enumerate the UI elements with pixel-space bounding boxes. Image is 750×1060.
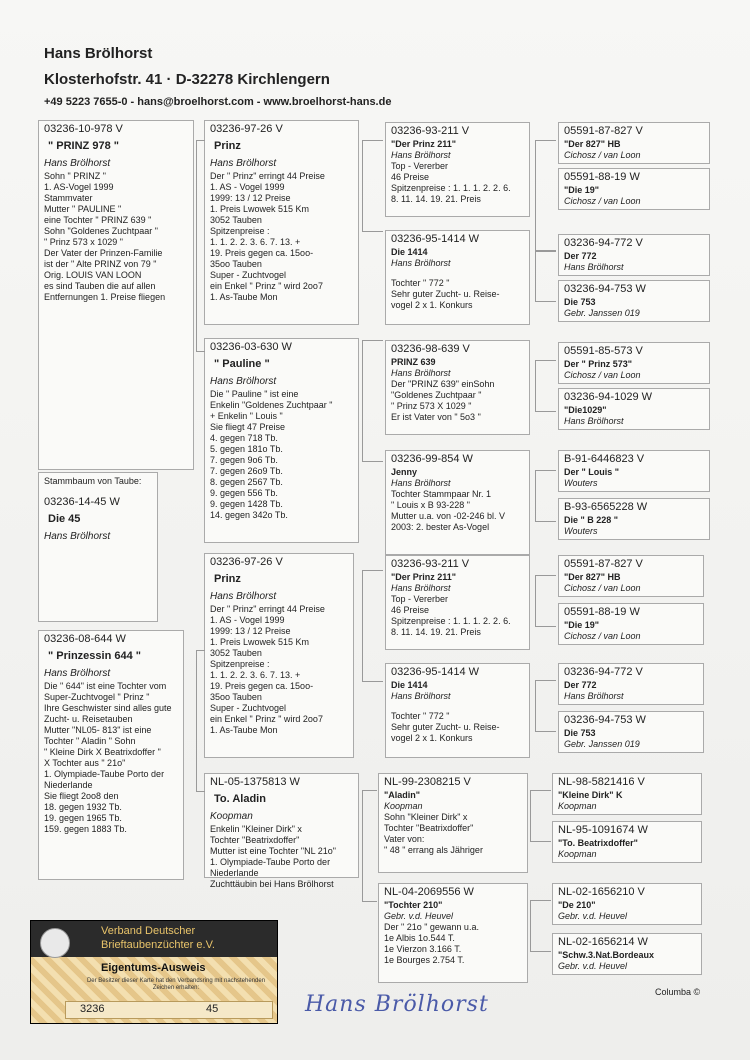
tree-connector	[362, 140, 383, 232]
pigeon-box	[558, 342, 710, 384]
owner-name: Koopman	[210, 811, 253, 822]
ring-number: 05591-87-827 V	[564, 125, 643, 137]
owner-name: Hans Brölhorst	[564, 691, 624, 701]
ring-number: 03236-94-753 W	[564, 283, 646, 295]
info-line: 5. gegen 181o Tb.	[210, 444, 283, 454]
pigeon-box	[385, 555, 530, 650]
info-line: Top - Vererber	[391, 594, 449, 604]
info-line: X Tochter aus " 21o"	[44, 758, 126, 768]
info-line: Sie fliegt 2oo8 den	[44, 791, 119, 801]
tree-connector	[362, 790, 377, 902]
info-line: Tochter " Aladin " Sohn	[44, 736, 136, 746]
info-line: Ihre Geschwister sind alles gute	[44, 703, 172, 713]
pigeon-box	[552, 773, 702, 815]
info-line: Niederlande	[44, 780, 93, 790]
pigeon-box	[558, 122, 710, 164]
info-line: 8. gegen 2567 Tb.	[210, 477, 283, 487]
owner-name: Gebr. Janssen 019	[564, 739, 640, 749]
owner-name: Cichosz / van Loon	[564, 583, 641, 593]
info-line: Vater von:	[384, 834, 425, 844]
card-ring-year: 45	[206, 1003, 219, 1015]
pigeon-box	[204, 338, 359, 543]
info-line: 7. gegen 9o6 Tb.	[210, 455, 278, 465]
owner-name: Cichosz / van Loon	[564, 631, 641, 641]
ring-number: NL-02-1656214 W	[558, 936, 648, 948]
pigeon-name: Die 753	[564, 728, 596, 738]
info-line: Enkelin "Kleiner Dirk" x	[210, 824, 302, 834]
info-line	[391, 269, 524, 278]
info-line: Entfernungen 1. Preise fliegen	[44, 292, 166, 302]
ring-number: 03236-97-26 V	[210, 556, 283, 568]
pigeon-box	[558, 234, 710, 276]
tree-connector	[196, 650, 205, 792]
owner-name: Hans Brölhorst	[391, 691, 451, 701]
box-caption: Stammbaum von Taube:	[44, 476, 142, 486]
info-line: 9. gegen 1428 Tb.	[210, 499, 283, 509]
info-line: 1. As-Taube Mon	[210, 725, 278, 735]
card-org-line2: Brieftaubenzüchter e.V.	[101, 939, 215, 951]
info-line: Die " 644" ist eine Tochter vom	[44, 681, 167, 691]
ring-number: 03236-14-45 W	[44, 496, 120, 508]
pigeon-box	[38, 630, 184, 880]
info-line: ein Enkel " Prinz " wird 2oo7	[210, 281, 323, 291]
info-line: Super - Zuchtvogel	[210, 270, 287, 280]
footer-credit: Columba ©	[655, 987, 701, 997]
info-line: Mutter "NL05- 813" ist eine	[44, 725, 152, 735]
tree-connector	[530, 900, 551, 952]
info-line: Mutter u.a. von -02-246 bl. V	[391, 511, 506, 521]
info-line: Die " Pauline " ist eine	[210, 389, 299, 399]
card-title: Eigentums-Ausweis	[101, 962, 206, 974]
pigeon-box	[385, 230, 530, 325]
info-line: 1. 1. 2. 2. 3. 6. 7. 13. +	[210, 237, 301, 247]
info-line: "Goldenes Zuchtpaar "	[391, 390, 482, 400]
tree-connector	[535, 680, 556, 732]
info-line: 1. Olympiade-Taube Porto der	[44, 769, 165, 779]
info-line: 46 Preise	[391, 605, 430, 615]
info-line: 3052 Tauben	[210, 648, 262, 658]
info-line: 1. AS - Vogel 1999	[210, 615, 285, 625]
info-line: eine Tochter " PRINZ 639 "	[44, 215, 152, 225]
info-line: vogel 2 x 1. Konkurs	[391, 300, 473, 310]
owner-name: Cichosz / van Loon	[564, 196, 641, 206]
pigeon-box	[558, 555, 704, 597]
ring-number: NL-95-1091674 W	[558, 824, 648, 836]
tree-connector	[535, 360, 556, 412]
info-line: + Enkelin " Louis "	[210, 411, 283, 421]
owner-name: Cichosz / van Loon	[564, 150, 641, 160]
pigeon-name: "Die1029"	[564, 405, 607, 415]
pigeon-name: "Tochter 210"	[384, 900, 443, 910]
info-line: Sohn " PRINZ "	[44, 171, 106, 181]
owner-name: Hans Brölhorst	[391, 478, 451, 488]
ring-number: 03236-10-978 V	[44, 123, 123, 135]
ring-number: 05591-88-19 W	[564, 171, 640, 183]
breeder-contact: +49 5223 7655-0 - hans@broelhorst.com - www.broelhorst-hans.de	[44, 96, 392, 108]
info-line: Sie fliegt 47 Preise	[210, 422, 286, 432]
info-line: Mutter ist eine Tochter "NL 21o"	[210, 846, 336, 856]
ring-number: 03236-93-211 V	[391, 558, 470, 570]
info-line: 8. 11. 14. 19. 21. Preis	[391, 627, 481, 637]
pigeon-name: Der 772	[564, 680, 597, 690]
pigeon-box	[558, 603, 704, 645]
pigeon-box	[204, 553, 354, 758]
info-line: 19. Preis gegen ca. 15oo-	[210, 248, 314, 258]
info-line: 19. gegen 1965 Tb.	[44, 813, 122, 823]
info-line: Zucht- u. Reisetauben	[44, 714, 133, 724]
owner-name: Hans Brölhorst	[44, 158, 111, 169]
info-line: Zuchttäubin bei Hans Brölhorst	[210, 879, 334, 889]
info-line: Niederlande	[210, 868, 259, 878]
info-line: Super - Zuchtvogel	[210, 703, 287, 713]
pigeon-name: Der 772	[564, 251, 597, 261]
info-line: ist der " Alte PRINZ von 79 "	[44, 259, 157, 269]
owner-name: Hans Brölhorst	[564, 416, 624, 426]
tree-connector	[535, 140, 556, 252]
owner-name: Hans Brölhorst	[210, 158, 277, 169]
pigeon-box	[558, 388, 710, 430]
pigeon-box	[385, 450, 530, 555]
info-line: Sohn "Kleiner Dirk" x	[384, 812, 468, 822]
info-line: " Prinz 573 x 1029 "	[44, 237, 123, 247]
info-line: Super-Zuchtvogel " Prinz "	[44, 692, 150, 702]
info-line: 18. gegen 1932 Tb.	[44, 802, 122, 812]
info-line: Top - Vererber	[391, 161, 449, 171]
pigeon-box	[38, 472, 158, 622]
pigeon-box	[378, 883, 528, 983]
pigeon-box	[385, 663, 530, 758]
owner-name: Cichosz / van Loon	[564, 370, 641, 380]
card-note: Der Besitzer dieser Karte hat den Verbandsring mit nachstehenden Zeichen erhalten:	[86, 978, 266, 991]
info-line: Der " 21o " gewann u.a.	[384, 922, 479, 932]
ring-number: 03236-94-753 W	[564, 714, 646, 726]
ring-number: 03236-08-644 W	[44, 633, 126, 645]
ring-number: 03236-99-854 W	[391, 453, 473, 465]
owner-name: Koopman	[558, 849, 597, 859]
owner-name: Gebr. Janssen 019	[564, 308, 640, 318]
pigeon-name: "Die 19"	[564, 185, 600, 195]
info-line: 3052 Tauben	[210, 215, 262, 225]
info-line: 1. As-Taube Mon	[210, 292, 278, 302]
pigeon-box	[552, 883, 702, 925]
pigeon-name: Die 45	[48, 513, 81, 525]
info-line: vogel 2 x 1. Konkurs	[391, 733, 473, 743]
pigeon-box	[558, 711, 704, 753]
info-line: 159. gegen 1883 Tb.	[44, 824, 127, 834]
info-line: Sehr guter Zucht- u. Reise-	[391, 722, 500, 732]
info-line: 1. Preis Lwowek 515 Km	[210, 637, 310, 647]
ring-number: 05591-85-573 V	[564, 345, 643, 357]
info-line: Sehr guter Zucht- u. Reise-	[391, 289, 500, 299]
pigeon-box	[558, 498, 710, 540]
info-line: 14. gegen 342o Tb.	[210, 510, 288, 520]
pigeon-name: Die 1414	[391, 680, 428, 690]
info-line: Orig. LOUIS VAN LOON	[44, 270, 142, 280]
ring-number: 03236-95-1414 W	[391, 666, 480, 678]
ring-number: 03236-94-772 V	[564, 237, 643, 249]
pigeon-name: "Aladin"	[384, 790, 421, 800]
info-line: Enkelin "Goldenes Zuchtpaar "	[210, 400, 333, 410]
tree-connector	[535, 250, 556, 302]
pigeon-box	[38, 120, 194, 470]
ring-number: 03236-95-1414 W	[391, 233, 480, 245]
info-line: Der "PRINZ 639" einSohn	[391, 379, 495, 389]
pigeon-box	[378, 773, 528, 873]
info-line	[391, 702, 524, 711]
info-line: 2003: 2. bester As-Vogel	[391, 522, 490, 532]
info-line: 1. AS - Vogel 1999	[210, 182, 285, 192]
info-line: Spitzenpreise :	[210, 226, 270, 236]
ring-number: 03236-97-26 V	[210, 123, 283, 135]
owner-name: Hans Brölhorst	[391, 258, 451, 268]
owner-name: Gebr. v.d. Heuvel	[384, 911, 454, 921]
info-line: Spitzenpreise : 1. 1. 1. 2. 2. 6.	[391, 183, 511, 193]
info-line: Mutter " PAULINE "	[44, 204, 122, 214]
pigeon-name: " Prinzessin 644 "	[48, 650, 141, 662]
info-line: 1. Olympiade-Taube Porto der	[210, 857, 331, 867]
info-line: 1. 1. 2. 2. 3. 6. 7. 13. +	[210, 670, 301, 680]
info-line: 4. gegen 718 Tb.	[210, 433, 278, 443]
owner-name: Hans Brölhorst	[210, 591, 277, 602]
ring-number: 03236-94-772 V	[564, 666, 643, 678]
pigeon-box	[558, 450, 710, 492]
pigeon-name: "Der Prinz 211"	[391, 572, 457, 582]
pigeon-name: "To. Beatrixdoffer"	[558, 838, 638, 848]
ring-number: 03236-03-630 W	[210, 341, 292, 353]
breeder-name: Hans Brölhorst	[44, 45, 153, 62]
info-line: Stammvater	[44, 193, 93, 203]
ring-number: 05591-88-19 W	[564, 606, 640, 618]
info-line: Tochter "Beatrixdoffer"	[210, 835, 300, 845]
owner-name: Hans Brölhorst	[564, 262, 624, 272]
ring-number: 03236-93-211 V	[391, 125, 470, 137]
pigeon-name: "De 210"	[558, 900, 596, 910]
owner-name: Koopman	[384, 801, 423, 811]
info-line: Er ist Vater von " 5o3 "	[391, 412, 481, 422]
pigeon-name: To. Aladin	[214, 793, 266, 805]
info-line: 35oo Tauben	[210, 259, 262, 269]
ring-number: B-93-6565228 W	[564, 501, 648, 513]
pigeon-box	[204, 773, 359, 889]
info-line: Der " Prinz" erringt 44 Preise	[210, 604, 325, 614]
tree-connector	[530, 790, 551, 842]
info-line: " Louis x B 93-228 "	[391, 500, 470, 510]
info-line: Der " Prinz" erringt 44 Preise	[210, 171, 325, 181]
card-ring-code: 3236	[80, 1003, 105, 1015]
ring-number: 03236-98-639 V	[391, 343, 470, 355]
info-line: 1e Bourges 2.754 T.	[384, 955, 465, 965]
pigeon-name: " Pauline "	[214, 358, 270, 370]
info-line: 1e Vierzon 3.166 T.	[384, 944, 462, 954]
owner-name: Gebr. v.d. Heuvel	[558, 911, 628, 921]
pigeon-name: Prinz	[214, 140, 241, 152]
pigeon-name: PRINZ 639	[391, 357, 436, 367]
ring-number: 03236-94-1029 W	[564, 391, 653, 403]
owner-name: Hans Brölhorst	[44, 531, 111, 542]
info-line: 1e Albis 1o.544 T.	[384, 933, 455, 943]
info-line: es sind Tauben die auf allen	[44, 281, 156, 291]
ring-number: B-91-6446823 V	[564, 453, 645, 465]
ring-number: 05591-87-827 V	[564, 558, 643, 570]
pigeon-name: "Der Prinz 211"	[391, 139, 457, 149]
info-line: Spitzenpreise :	[210, 659, 270, 669]
info-line: 9. gegen 556 Tb.	[210, 488, 278, 498]
pigeon-box	[385, 340, 530, 435]
info-line: Tochter Stammpaar Nr. 1	[391, 489, 492, 499]
breeder-address: Klosterhofstr. 41 · D-32278 Kirchlengern	[44, 71, 330, 88]
info-line: 7. gegen 26o9 Tb.	[210, 466, 283, 476]
info-line: Spitzenpreise : 1. 1. 1. 2. 2. 6.	[391, 616, 511, 626]
info-line: Tochter " 772 "	[391, 711, 450, 721]
info-line: 1. AS-Vogel 1999	[44, 182, 114, 192]
info-line: ein Enkel " Prinz " wird 2oo7	[210, 714, 323, 724]
card-ring-field	[65, 1001, 273, 1019]
pigeon-name: "Schw.3.Nat.Bordeaux	[558, 950, 654, 960]
ring-number: NL-99-2308215 V	[384, 776, 471, 788]
pigeon-name: Die " B 228 "	[564, 515, 619, 525]
info-line: Tochter "Beatrixdoffer"	[384, 823, 474, 833]
pigeon-name: Der " Prinz 573"	[564, 359, 633, 369]
pigeon-name: "Der 827" HB	[564, 139, 621, 149]
pigeon-box	[552, 933, 702, 975]
pigeon-name: Die 753	[564, 297, 596, 307]
pigeon-box	[558, 168, 710, 210]
card-org-line1: Verband Deutscher	[101, 925, 196, 937]
info-line: 35oo Tauben	[210, 692, 262, 702]
tree-connector	[535, 470, 556, 522]
tree-connector	[362, 340, 383, 462]
info-line: Der Vater der Prinzen-Familie	[44, 248, 163, 258]
tree-connector	[196, 140, 205, 352]
owner-name: Koopman	[558, 801, 597, 811]
info-line: 1. Preis Lwowek 515 Km	[210, 204, 310, 214]
info-line: " Prinz 573 X 1029 "	[391, 401, 472, 411]
ring-number: NL-05-1375813 W	[210, 776, 300, 788]
info-line: 1999: 13 / 12 Preise	[210, 626, 291, 636]
ring-number: NL-04-2069556 W	[384, 886, 474, 898]
pigeon-name: "Kleine Dirk" K	[558, 790, 623, 800]
pigeon-name: Der " Louis "	[564, 467, 620, 477]
owner-name: Wouters	[564, 526, 598, 536]
tree-connector	[362, 570, 383, 682]
dove-logo-icon	[40, 928, 70, 958]
info-line: Tochter " 772 "	[391, 278, 450, 288]
owner-name: Hans Brölhorst	[391, 368, 451, 378]
owner-name: Hans Brölhorst	[391, 583, 451, 593]
pigeon-name: "Der 827" HB	[564, 572, 621, 582]
info-line: " Kleine Dirk X Beatrixdoffer "	[44, 747, 161, 757]
pigeon-box	[552, 821, 702, 863]
pigeon-name: Prinz	[214, 573, 241, 585]
pigeon-box	[385, 122, 530, 217]
pigeon-name: Jenny	[391, 467, 418, 477]
pigeon-box	[558, 663, 704, 705]
pigeon-name: Die 1414	[391, 247, 428, 257]
ring-number: NL-02-1656210 V	[558, 886, 645, 898]
tree-connector	[535, 575, 556, 627]
info-line: Sohn "Goldenes Zuchtpaar "	[44, 226, 158, 236]
info-line: 19. Preis gegen ca. 15oo-	[210, 681, 314, 691]
pigeon-name: "Die 19"	[564, 620, 600, 630]
owner-name: Hans Brölhorst	[44, 668, 111, 679]
owner-name: Wouters	[564, 478, 598, 488]
pigeon-box	[558, 280, 710, 322]
owner-name: Gebr. v.d. Heuvel	[558, 961, 628, 971]
ring-number: NL-98-5821416 V	[558, 776, 645, 788]
info-line: 46 Preise	[391, 172, 430, 182]
signature: Hans Brölhorst	[305, 992, 489, 1017]
info-line: 8. 11. 14. 19. 21. Preis	[391, 194, 481, 204]
info-line: " 48 " errang als Jähriger	[384, 845, 483, 855]
owner-name: Hans Brölhorst	[210, 376, 277, 387]
owner-name: Hans Brölhorst	[391, 150, 451, 160]
pigeon-box	[204, 120, 359, 325]
info-line: 1999: 13 / 12 Preise	[210, 193, 291, 203]
pigeon-name: " PRINZ 978 "	[48, 140, 119, 152]
